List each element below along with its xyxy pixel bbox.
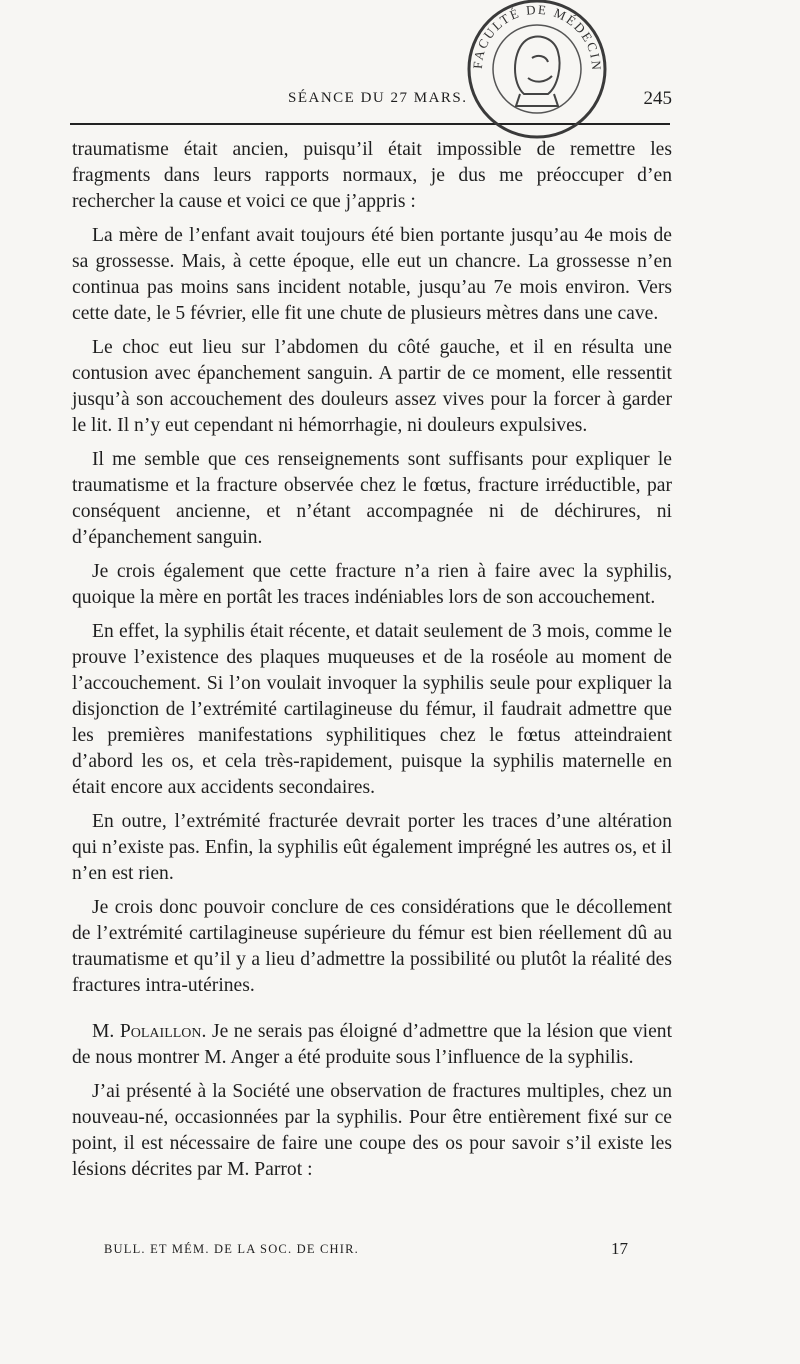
speaker-text: Je ne serais pas éloigné d’admettre que la lésion que vient de nous montrer M. Anger a été produite sous l’influence de la syphilis. (72, 1021, 673, 1068)
journal-title: BULL. ET MÉM. DE LA SOC. DE CHIR. (104, 1242, 359, 1256)
page-number: 245 (643, 88, 672, 109)
paragraph: Le choc eut lieu sur l’abdomen du côté gauche, et il en résulta une contusion avec épanchement sanguin. A partir de ce moment, elle ressentit jusqu’à son accouchement des douleurs assez vives pour la forcer à garder le lit. Il n’y eut cependant ni hémorrhagie, ni douleurs expulsives. (72, 337, 672, 436)
paragraph: Je crois donc pouvoir conclure de ces considérations que le décollement de l’extrémité cartilagineuse supérieure du fémur est bien réellement dû au traumatisme et qu’il y a lieu d’admettre la possibilité ou plutôt la réalité des fractures intra-utérines. (72, 897, 672, 996)
paragraph: Il me semble que ces renseignements sont suffisants pour expliquer le traumatisme et la fracture observée chez le fœtus, fracture irréductible, par conséquent ancienne, et n’étant accompagnée ni de déchirures, ni d’épanchement sanguin. (72, 449, 672, 548)
speaker-paragraph: M. Polaillon. Je ne serais pas éloigné d’admettre que la lésion que vient de nous montrer M. Anger a été produite sous l’influence de la syphilis. (72, 1021, 673, 1068)
paragraph: traumatisme était ancien, puisqu’il était impossible de remettre les fragments dans leurs rapports normaux, je dus me préoccuper d’en rechercher la cause et voici ce que j’appris : (72, 139, 672, 212)
paragraph: En effet, la syphilis était récente, et datait seulement de 3 mois, comme le prouve l’existence des plaques muqueuses et de la roséole au moment de l’accouchement. Si l’on voulait invoquer la syphilis seule pour expliquer la disjonction de l’extrémité cartilagineuse du fémur, il faudrait admettre que les premières manifestations syphilitiques chez le fœtus atteindraient d’abord les os, et cela très-rapidement, puisque la syphilis maternelle en était encore aux accidents secondaires. (72, 621, 672, 798)
running-title: SÉANCE DU 27 MARS. (288, 90, 468, 106)
paragraph: La mère de l’enfant avait toujours été bien portante jusqu’au 4e mois de sa grossesse. Mais, à cette époque, elle eut un chancre. La grossesse n’en continua pas moins sans incident notable, jusqu’au 7e mois environ. Vers cette date, le 5 février, elle fit une chute de plusieurs mètres dans une cave. (72, 225, 672, 324)
speaker-prefix: M. (92, 1021, 115, 1042)
signature-mark: 17 (611, 1239, 628, 1258)
body-text (72, 137, 672, 1191)
library-stamp-icon (462, 0, 612, 144)
speaker-name: Polaillon (119, 1021, 202, 1042)
svg-text:FACULTÉ DE MÉDECINE DE PARIS: FACULTÉ DE MÉDECIN (469, 1, 605, 73)
paragraph: En outre, l’extrémité fracturée devrait porter les traces d’une altération qui n’existe pas. Enfin, la syphilis eût également imprégné les autres os, et il n’en est rien. (72, 811, 672, 884)
paragraph: Je crois également que cette fracture n’a rien à faire avec la syphilis, quoique la mère en portât les traces indéniables lors de son accouchement. (72, 561, 672, 608)
paragraph: J’ai présenté à la Société une observation de fractures multiples, chez un nouveau-né, occasionnées par la syphilis. Pour être entièrement fixé sur ce point, il est nécessaire de faire une coupe des os pour savoir s’il existe les lésions décrites par M. Parrot : (72, 1081, 672, 1180)
page-footer (104, 1239, 628, 1258)
